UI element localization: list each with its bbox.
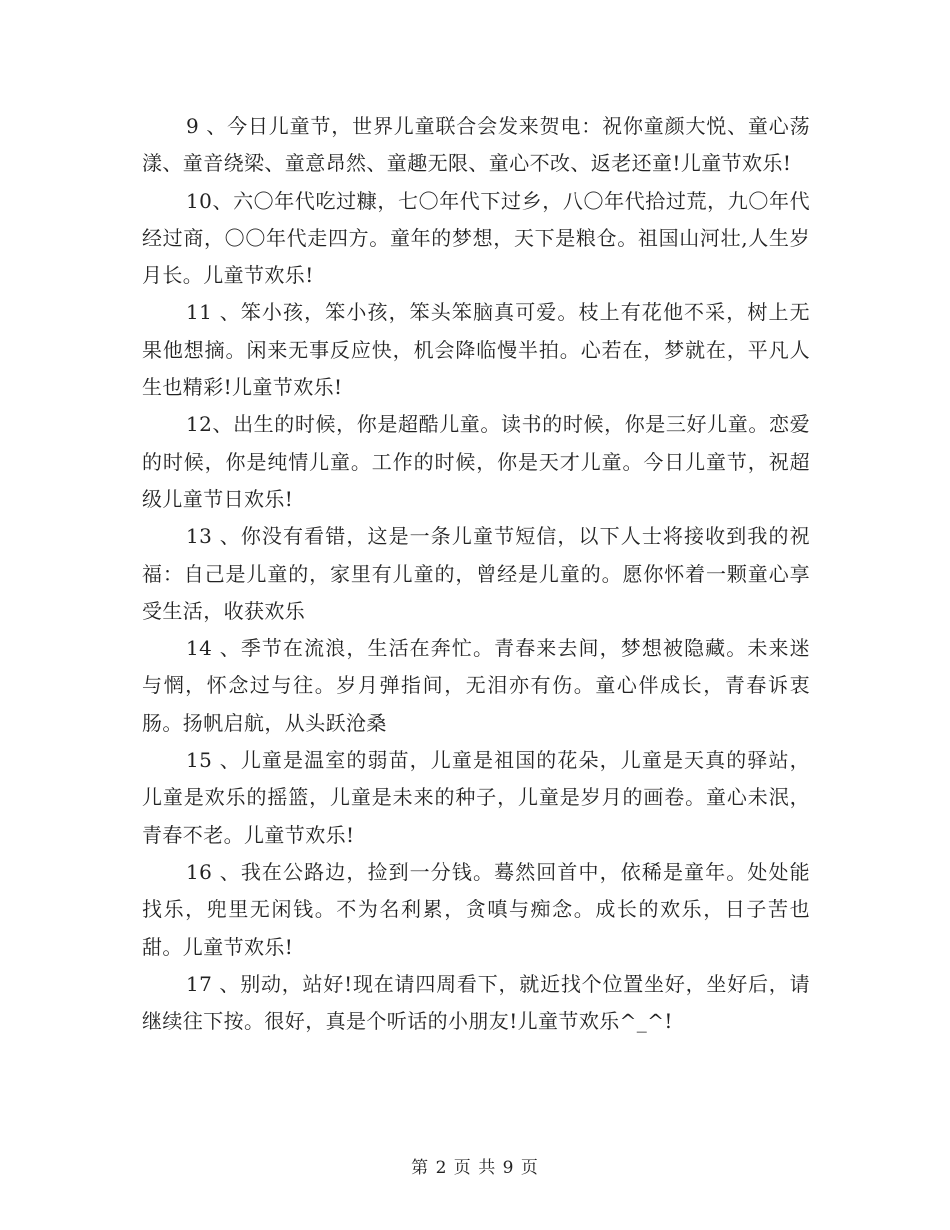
page-footer — [0, 1153, 950, 1178]
page-label-suffix: 页 — [520, 1158, 539, 1178]
entry-15: 15 、儿童是温室的弱苗，儿童是祖国的花朵，儿童是天真的驿站，儿童是欢乐的摇篮，儿童是未来的种子，儿童是岁月的画卷。童心未泯，青春不老。儿童节欢乐! — [142, 748, 810, 847]
entry-16: 16 、我在公路边，捡到一分钱。蓦然回首中，依稀是童年。处处能找乐，兜里无闲钱。不为名利累，贪嗔与痴念。成长的欢乐，日子苦也甜。儿童节欢乐! — [142, 859, 810, 959]
page-label-mid: 页 共 — [453, 1158, 497, 1178]
page-label-prefix: 第 — [411, 1158, 430, 1178]
entry-9: 9 、今日儿童节，世界儿童联合会发来贺电：祝你童颜大悦、童心荡漾、童音绕梁、童意昂然、童趣无限、童心不改、返老还童!儿童节欢乐! — [142, 114, 810, 176]
entry-10: 10、六〇年代吃过糠，七〇年代下过乡，八〇年代拾过荒，九〇年代经过商，〇〇年代走四方。童年的梦想，天下是粮仓。祖国山河壮,人生岁月长。儿童节欢乐! — [142, 188, 810, 288]
entry-12: 12、出生的时候，你是超酷儿童。读书的时候，你是三好儿童。恋爱的时候，你是纯情儿童。工作的时候，你是天才儿童。今日儿童节，祝超级儿童节日欢乐! — [142, 412, 810, 511]
total-page-count: 9 — [502, 1158, 515, 1178]
entry-14: 14 、季节在流浪，生活在奔忙。青春来去间，梦想被隐藏。未来迷与惘，怀念过与往。岁月弹指间，无泪亦有伤。童心伴成长，青春诉衷肠。扬帆启航，从头跃沧桑 — [142, 636, 810, 735]
current-page-number: 2 — [435, 1158, 448, 1178]
entry-11: 11 、笨小孩，笨小孩，笨头笨脑真可爱。枝上有花他不采，树上无果他想摘。闲来无事反应快，机会降临慢半拍。心若在，梦就在，平凡人生也精彩!儿童节欢乐! — [142, 300, 810, 400]
document-body — [142, 108, 810, 1040]
entry-17: 17 、别动，站好!现在请四周看下，就近找个位置坐好，坐好后，请继续往下按。很好，真是个听话的小朋友!儿童节欢乐^_^! — [142, 971, 810, 1034]
entry-13: 13 、你没有看错，这是一条儿童节短信，以下人士将接收到我的祝福：自己是儿童的，家里有儿童的，曾经是儿童的。愿你怀着一颗童心享受生活，收获欢乐 — [142, 524, 810, 623]
